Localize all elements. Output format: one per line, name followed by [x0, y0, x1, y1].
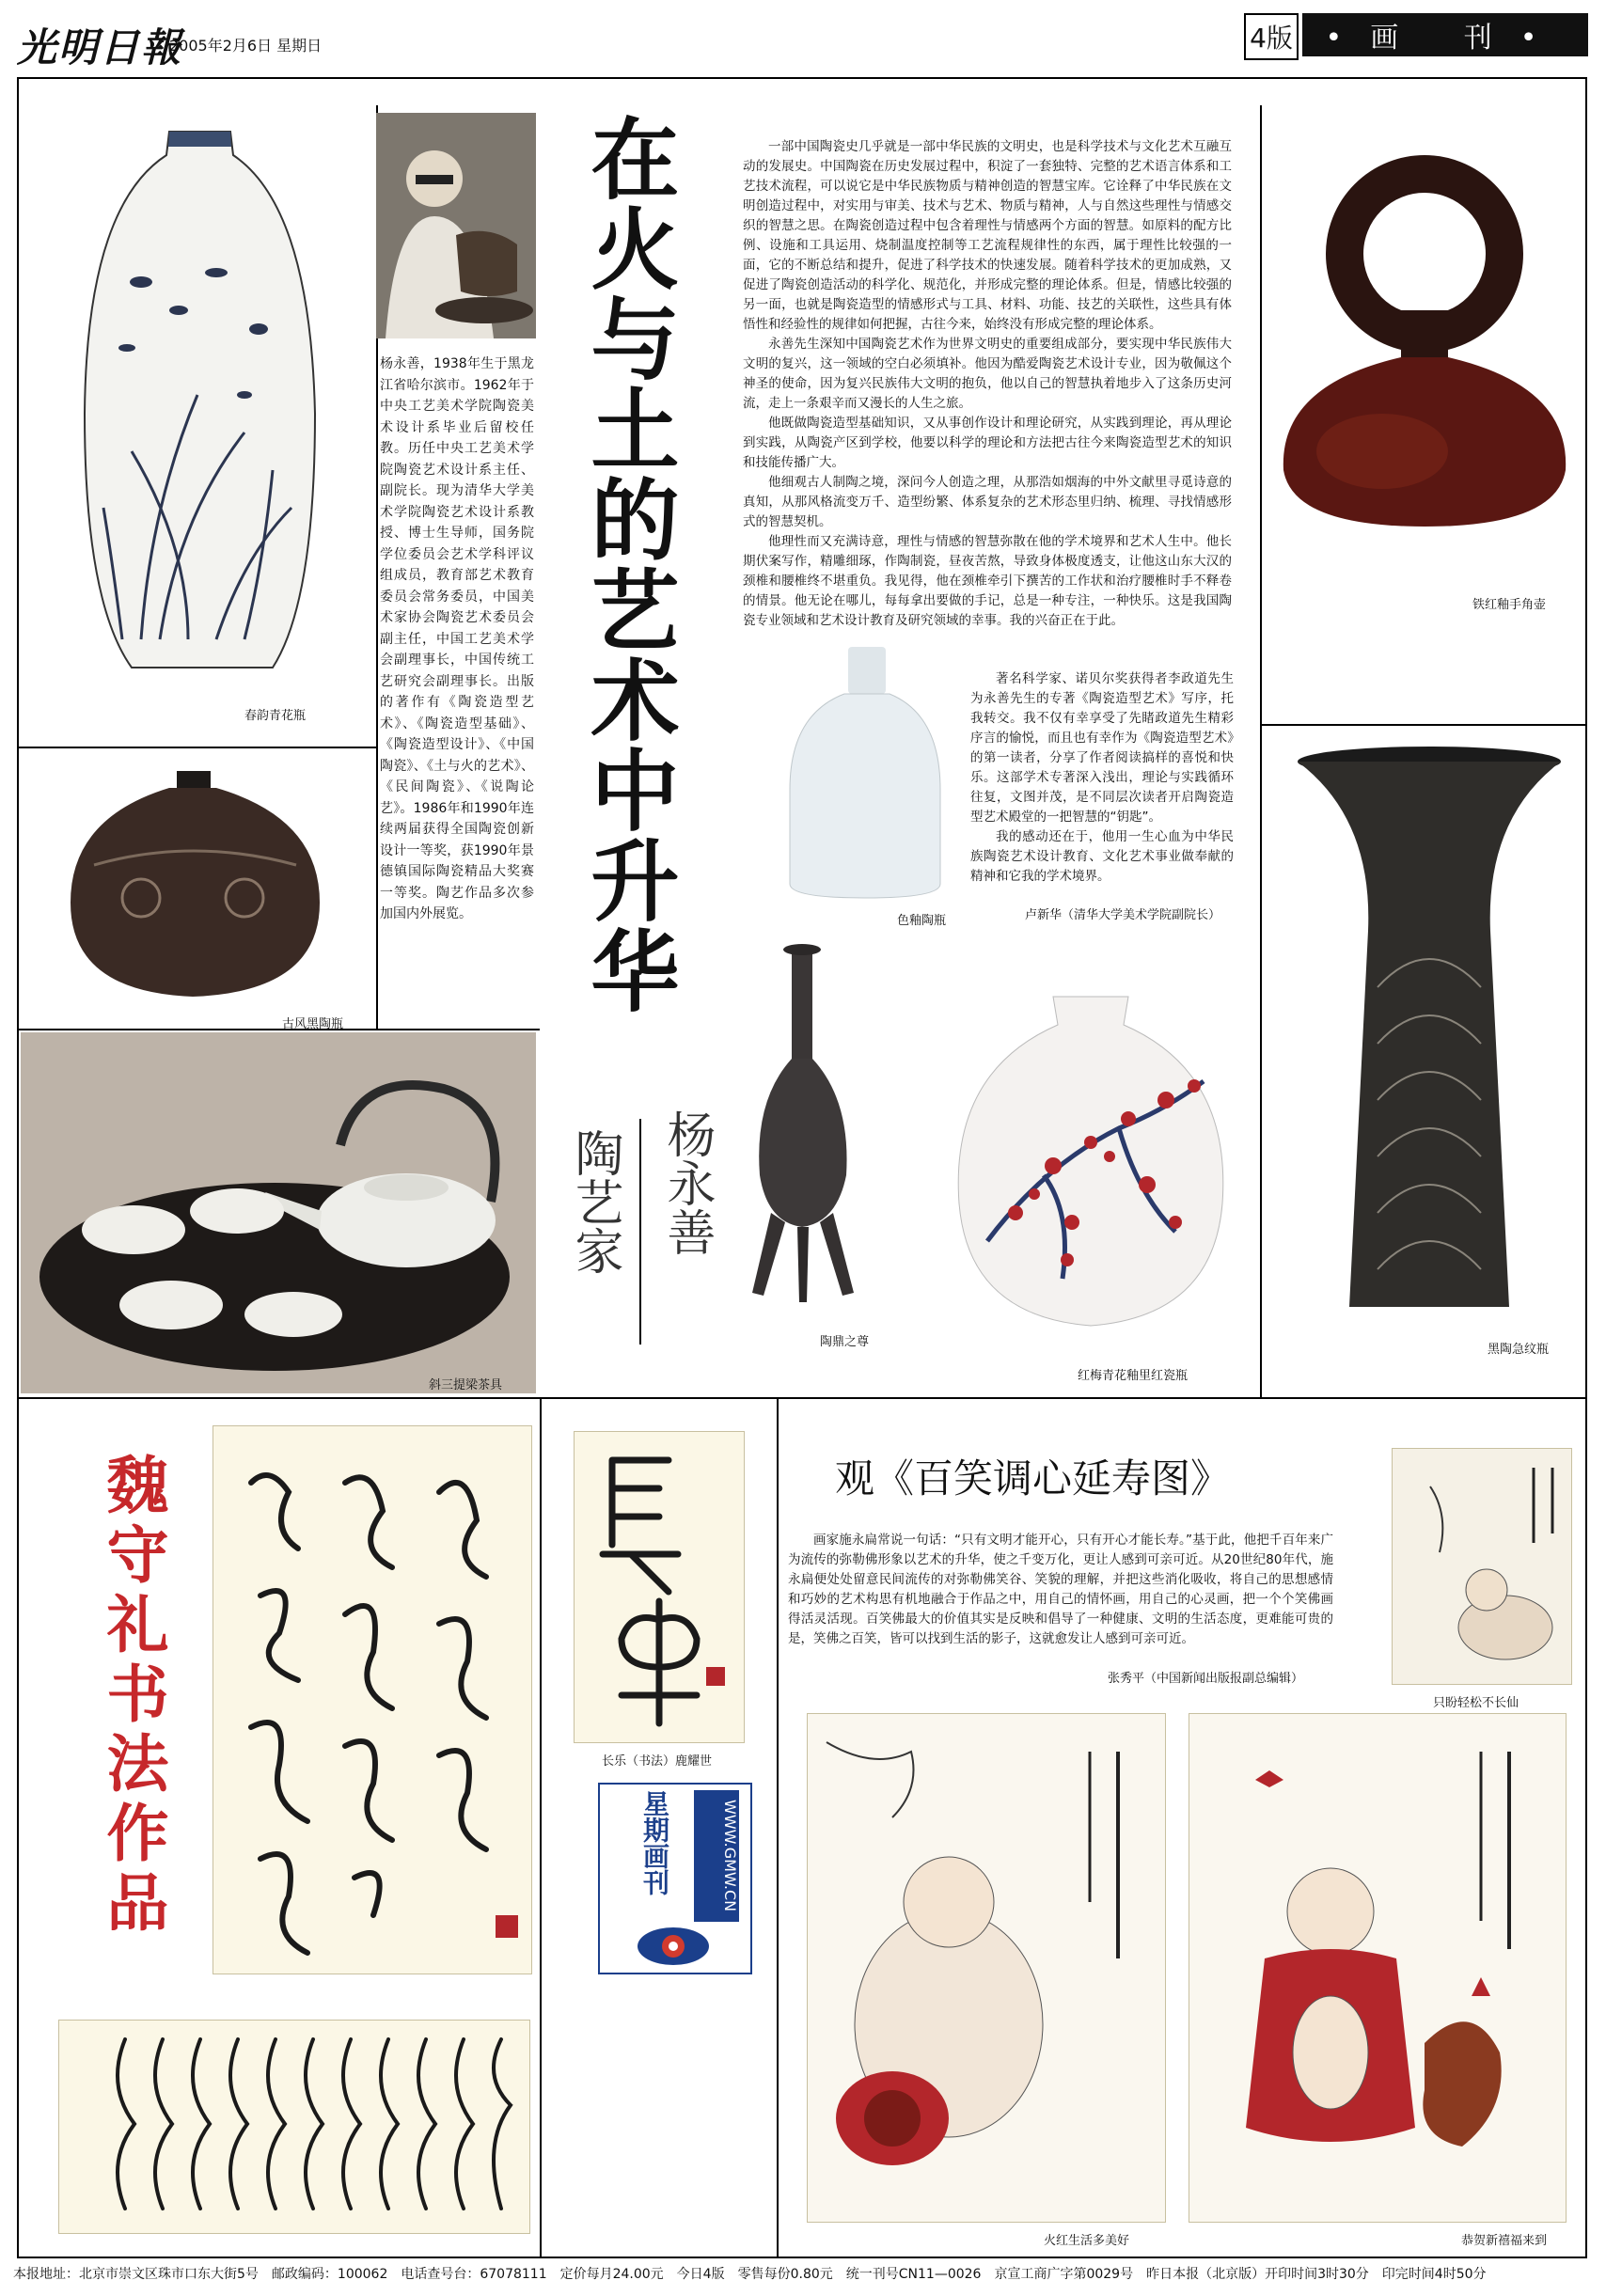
- weekly-label: 星期画刊: [639, 1790, 670, 1895]
- vase-orchid-photo: [28, 113, 370, 696]
- column-divider: [777, 1397, 779, 2258]
- calligraphy-scroll-vertical: [213, 1425, 532, 1974]
- masthead: [0, 0, 1606, 75]
- calligraphy-title: 魏守礼书法作品: [96, 1453, 168, 1940]
- article-paragraph: 他理性而又充满诗意，理性与情感的智慧弥散在他的学术境界和艺术人生中。他长期伏案写作，精雕细琢，作陶制瓷，昼夜苦熬，导致身体极度透支，让他这山东大汉的颈椎和腰椎终不堪重负。我见得，他在颈椎牵引下撰苦的工作状和治疗腰椎时手不释卷的情景。他无论在哪儿，每每拿出要做的手记，总是一种专注，一种快乐。这是我国陶瓷专业领域和艺术设计教育及研究领域的幸事。我的兴奋正在于此。: [743, 534, 1232, 628]
- weekly-supplement-tag: [598, 1783, 752, 1974]
- painting-top-right: [1392, 1448, 1572, 1685]
- caption-white-bottle: 色釉陶瓶: [897, 914, 947, 928]
- tea-set-photo: [21, 1032, 536, 1393]
- section-divider: [17, 1397, 1587, 1399]
- caption-plum-jar: 红梅青花釉里红瓷瓶: [1078, 1369, 1189, 1383]
- article-paragraph: 永善先生深知中国陶瓷艺术作为世界文明史的重要组成部分，要实现中华民族伟大文明的复兴，这一领域的空白必须填补。他因为酷爱陶瓷艺术设计专业，因为敬佩这个神圣的使命，因为复兴民族伟大文明的抱负，他以自己的智慧执着地步入了这条历史河流，走上一条艰辛而又漫长的人生之旅。: [743, 337, 1232, 411]
- painting-body: 画家施永扁常说一句话：“只有文明才能开心，只有开心才能长寿。”基于此，他把千百年来广为流传的弥勒佛形象以艺术的升华，使之千变万化，更让人感到可亲可近。从20世纪80年代，施永扁便处处留意民间流传的对弥勒佛笑谷、笑貌的理解，并把这些消化吸收，将自己的思想感情和巧妙的艺术构思有机地融合于作品之中，用自己的情怀画，用自己的心灵画，把一个个笑佛画得活灵活现。百笑佛最大的价值其实是反映和倡导了一种健康、文明的生活态度，更难能可贵的是，笑佛之百笑，皆可以找到生活的影子，这就愈发让人感到可亲可近。: [788, 1533, 1333, 1646]
- black-tall-vase-photo: [1288, 743, 1570, 1326]
- white-bottle-photo: [771, 639, 959, 912]
- plum-jar-photo: [931, 978, 1251, 1354]
- caption-black-jar: 古风黑陶瓶: [282, 1017, 344, 1031]
- row-divider: [1260, 724, 1587, 726]
- article-paragraph: 我的感动还在于，他用一生心血为中华民族陶瓷艺术设计教育、文化艺术事业做奉献的精神和它我的学术境界。: [970, 829, 1234, 884]
- caption-red-teapot: 铁红釉手角壶: [1472, 598, 1547, 612]
- column-divider: [540, 1397, 542, 2258]
- article-paragraph: 一部中国陶瓷史几乎就是一部中华民族的文明史，也是科学技术与文化艺术互融互动的发展史。中国陶瓷在历史发展过程中，积淀了一套独特、完整的艺术语言体系和工艺技术流程，可以说它是中华民族物质与精神创造的智慧宝库。它诠释了中华民族在文明创造过程中，对实用与审美、技术与艺术、物质与精神，人与自然这些理性与情感交织的智慧之思。在陶瓷创造过程中包含着理性与情感两个方面的智慧。如原料的配方比例、设施和工具运用、烧制温度控制等工艺流程规律性的东西，属于理性比较强的一面，它的不断总结和提升，促进了科学技术的快速发展。随着科学技术的更加成熟，又促进了陶瓷创造活动的科学化、规范化，并形成完整的理论体系。但是，情感比较强的另一面，也就是陶瓷造型的情感形式与工具、材料、功能、技艺的关联性，这些具有体悟性和经验性的规律如何把握，古往今来，始终没有形成完整的理论体系。: [743, 139, 1232, 332]
- caption-black-tall-vase: 黑陶急纹瓶: [1488, 1343, 1550, 1357]
- caption-vase-orchid: 春韵青花瓶: [244, 709, 307, 723]
- painting-bottom-right: [1189, 1713, 1567, 2223]
- byline-divider: [639, 1119, 641, 1345]
- article-column-side: [970, 669, 1234, 887]
- caption-tea-set: 斜三提梁茶具: [429, 1378, 503, 1392]
- newspaper-logo: 光明日報: [17, 24, 183, 71]
- page-number: 4版: [1244, 13, 1299, 60]
- painting-author: 张秀平（中国新闻出版报副总编辑）: [1108, 1672, 1304, 1686]
- article-column-main: [743, 137, 1232, 631]
- footer-imprint: 本报地址：北京市崇文区珠市口东大街5号 邮政编码：100062 电话查号台：67078111 定价每月24.00元 今日4版 零售每份0.80元 统一刊号CN11—0026 京宣工商广字第0029号 昨日本报（北京版）开印时间3时30分 印完时间4时50分: [13, 2267, 1487, 2282]
- painting-bottom-left: [807, 1713, 1166, 2223]
- article-paragraph: 他细观古人制陶之境，深问今人创造之理，从那浩如烟海的中外文献里寻觅诗意的真知，从那风格流变万千、造型纷繁、体系复杂的艺术形态里归纳、梳理、寻找情感形式的智慧契机。: [743, 475, 1232, 529]
- seal-calligraphy-caption: 长乐（书法）鹿耀世: [602, 1754, 713, 1769]
- byline-role: 陶艺家: [566, 1128, 622, 1275]
- section-label: •画 刊•: [1302, 13, 1588, 56]
- caption-tripod: 陶鼎之尊: [820, 1335, 870, 1349]
- article-paragraph: 著名科学家、诺贝尔奖获得者李政道先生为永善先生的专著《陶瓷造型艺术》写序，托我转交。我不仅有幸享受了先睹政道先生精彩序言的愉悦，而且也有幸作为《陶瓷造型艺术》的第一读者，分享了作者阅读搞样的喜悦和快乐。这部学术专著深入浅出，理论与实践循环往复，文图并茂，是不同层次读者开启陶瓷造型艺术殿堂的一把智慧的“钥匙”。: [970, 671, 1234, 825]
- feature-headline: 在火与土的艺术中升华: [575, 113, 678, 1015]
- row-divider: [17, 747, 376, 748]
- painting-title: 观《百笑调心延寿图》: [835, 1455, 1231, 1502]
- black-jar-photo: [38, 762, 348, 1015]
- row-divider: [17, 1029, 540, 1030]
- tripod-vessel-photo: [743, 940, 865, 1307]
- issue-date: 2005年2月6日 星期日: [169, 37, 323, 55]
- article-paragraph: 他既做陶瓷造型基础知识，又从事创作设计和理论研究，从实践到理论，再从理论到实践，从陶瓷产区到学校，他要以科学的理论和方法把古往今来陶瓷造型艺术的知识和技能传播广大。: [743, 416, 1232, 470]
- caption-painting-bottom-right: 恭贺新禧福来到: [1461, 2234, 1548, 2248]
- caption-painting-top-right: 只盼轻松不长仙: [1433, 1696, 1519, 1710]
- artist-portrait-photo: [376, 113, 536, 338]
- article-signature: 卢新华（清华大学美术学院副院长）: [1025, 908, 1221, 922]
- column-divider: [1260, 105, 1262, 1397]
- byline-name: 杨永善: [658, 1109, 715, 1256]
- seal-calligraphy-photo: [574, 1431, 745, 1743]
- website-url[interactable]: WWW.GMW.CN: [694, 1790, 739, 1922]
- eye-logo-icon: [636, 1926, 711, 1967]
- red-teapot-photo: [1269, 141, 1580, 536]
- bio-text: 杨永善，1938年生于黑龙江省哈尔滨市。1962年于中央工艺美术学院陶瓷美术设计系毕业后留校任教。历任中央工艺美术学院陶瓷艺术设计系主任、副院长。现为清华大学美术学院陶瓷艺术设计系教授、博士生导师，国务院学位委员会艺术学科评议组成员，教育部艺术教育委员会常务委员，中国美术家协会陶瓷艺术委员会副主任，中国工艺美术学会副理事长，中国传统工艺研究会副理事长。出版的著作有《陶瓷造型艺术》、《陶瓷造型基础》、《陶瓷造型设计》、《中国陶瓷》、《土与火的艺术》、《民间陶瓷》、《说陶论艺》。1986年和1990年连续两届获得全国陶瓷创新设计一等奖，获1990年景德镇国际陶瓷精品大奖赛一等奖。陶艺作品多次参加国内外展览。: [380, 356, 534, 921]
- caption-painting-bottom-left: 火红生活多美好: [1044, 2234, 1130, 2248]
- calligraphy-scroll-horizontal: [58, 2020, 530, 2234]
- painting-article: [788, 1531, 1333, 1649]
- artist-bio: [380, 354, 534, 925]
